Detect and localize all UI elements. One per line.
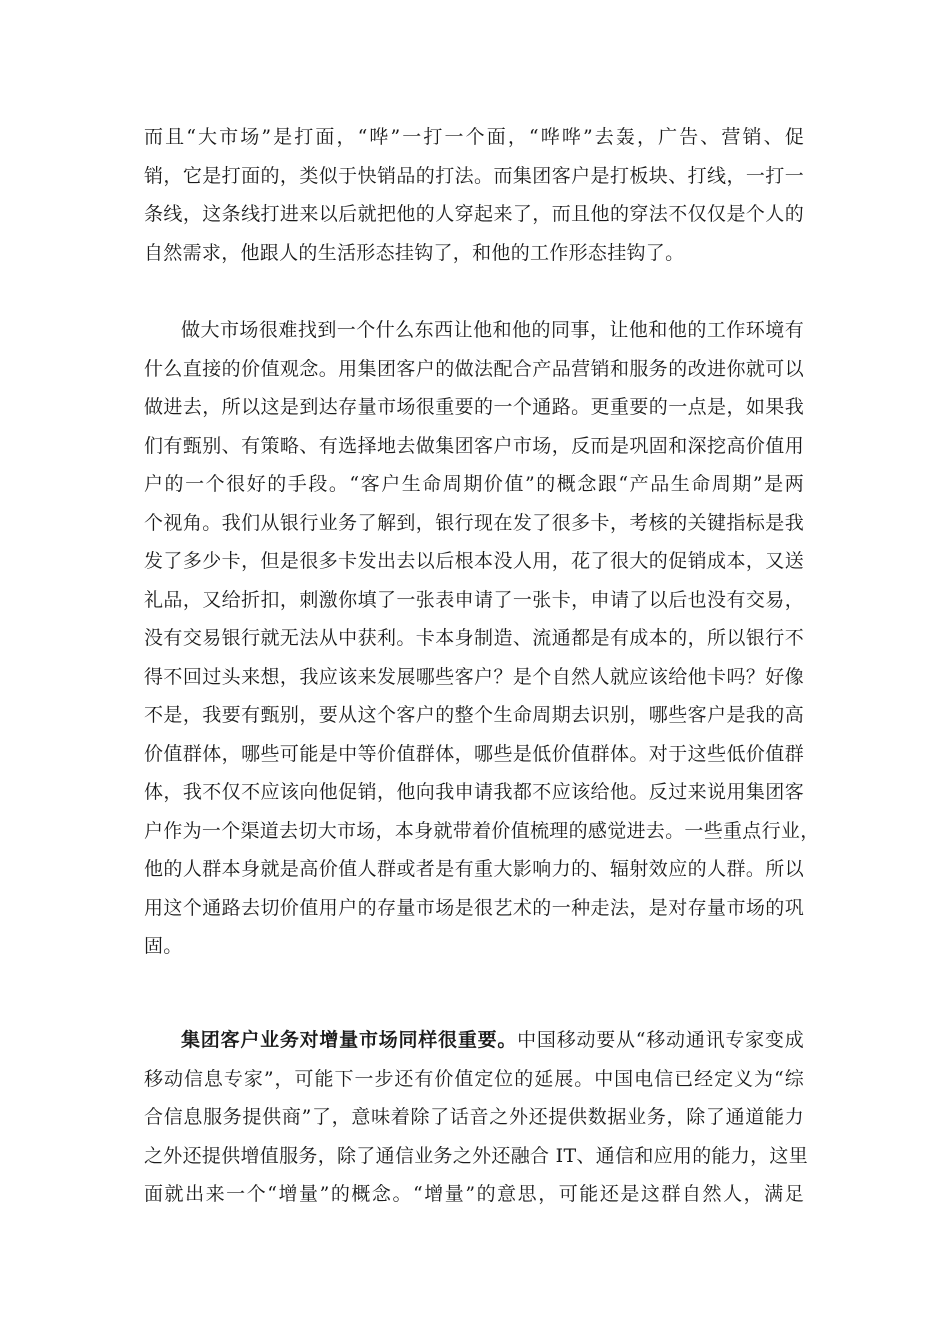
- paragraph-line: 户的一个很好的手段。“客户生命周期价值”的概念跟“产品生命周期”是两: [144, 473, 804, 495]
- paragraph-line: 移动信息专家”，可能下一步还有价值定位的延展。中国电信已经定义为“综: [144, 1067, 804, 1090]
- paragraph-line: 固。: [144, 935, 183, 957]
- paragraph-line: 面就出来一个“增量”的概念。“增量”的意思，可能还是这群自然人，满足: [144, 1183, 804, 1205]
- paragraph-line: 用这个通路去切价值用户的存量市场是很艺术的一种走法，是对存量市场的巩: [144, 896, 804, 919]
- paragraph-line: 销，它是打面的，类似于快销品的打法。而集团客户是打板块、打线，一打一: [144, 164, 804, 187]
- paragraph-first-line-rest: 中国移动要从“移动通讯专家变成: [517, 1029, 804, 1051]
- paragraph-line: 不是，我要有甄别，要从这个客户的整个生命周期去识别，哪些客户是我的高: [144, 704, 804, 726]
- paragraph-line: 合信息服务提供商”了，意味着除了话音之外还提供数据业务，除了通道能力: [144, 1106, 804, 1128]
- paragraph-lead-sentence: 集团客户业务对增量市场同样很重要。: [181, 1029, 518, 1051]
- paragraph-line: 们有甄别、有策略、有选择地去做集团客户市场，反而是巩固和深挖高价值用: [144, 434, 804, 457]
- paragraph-line: 价值群体，哪些可能是中等价值群体，哪些是低价值群体。对于这些低价值群: [144, 742, 804, 765]
- paragraph-line: 之外还提供增值服务，除了通信业务之外还融合 IT、通信和应用的能力，这里: [144, 1144, 809, 1167]
- paragraph-line: 体，我不仅不应该向他促销，他向我申请我都不应该给他。反过来说用集团客: [144, 781, 804, 803]
- paragraph-line: 做大市场很难找到一个什么东西让他和他的同事，让他和他的工作环境有: [181, 319, 804, 341]
- paragraph-line: 自然需求，他跟人的生活形态挂钩了，和他的工作形态挂钩了。: [144, 241, 685, 264]
- paragraph-line: 没有交易银行就无法从中获利。卡本身制造、流通都是有成本的，所以银行不: [144, 627, 804, 649]
- paragraph-line: 而且“大市场”是打面，“哗”一打一个面，“哗哗”去轰，广告、营销、促: [144, 126, 804, 148]
- paragraph-line: 他的人群本身就是高价值人群或者是有重大影响力的、辐射效应的人群。所以: [144, 858, 804, 880]
- paragraph-line: 发了多少卡，但是很多卡发出去以后根本没人用，花了很大的促销成本，又送: [144, 550, 804, 572]
- paragraph-line: 得不回过头来想，我应该来发展哪些客户？是个自然人就应该给他卡吗？好像: [144, 665, 804, 688]
- paragraph-line: 什么直接的价值观念。用集团客户的做法配合产品营销和服务的改进你就可以: [144, 357, 804, 380]
- paragraph-line: 做进去，所以这是到达存量市场很重要的一个通路。更重要的一点是，如果我: [144, 396, 804, 418]
- paragraph-2: [144, 311, 820, 966]
- paragraph-line: 条线，这条线打进来以后就把他的人穿起来了，而且他的穿法不仅仅是个人的: [144, 203, 804, 225]
- paragraph-line: 礼品，又给折扣，刺激你填了一张表申请了一张卡，申请了以后也没有交易，: [144, 588, 804, 611]
- paragraph-1: [144, 118, 804, 272]
- paragraph-3: [144, 1021, 809, 1214]
- paragraph-line: 个视角。我们从银行业务了解到，银行现在发了很多卡，考核的关键指标是我: [144, 511, 804, 534]
- paragraph-line: 户作为一个渠道去切大市场，本身就带着价值梳理的感觉进去。一些重点行业，: [144, 819, 820, 842]
- paragraph-first-line: [144, 1021, 804, 1060]
